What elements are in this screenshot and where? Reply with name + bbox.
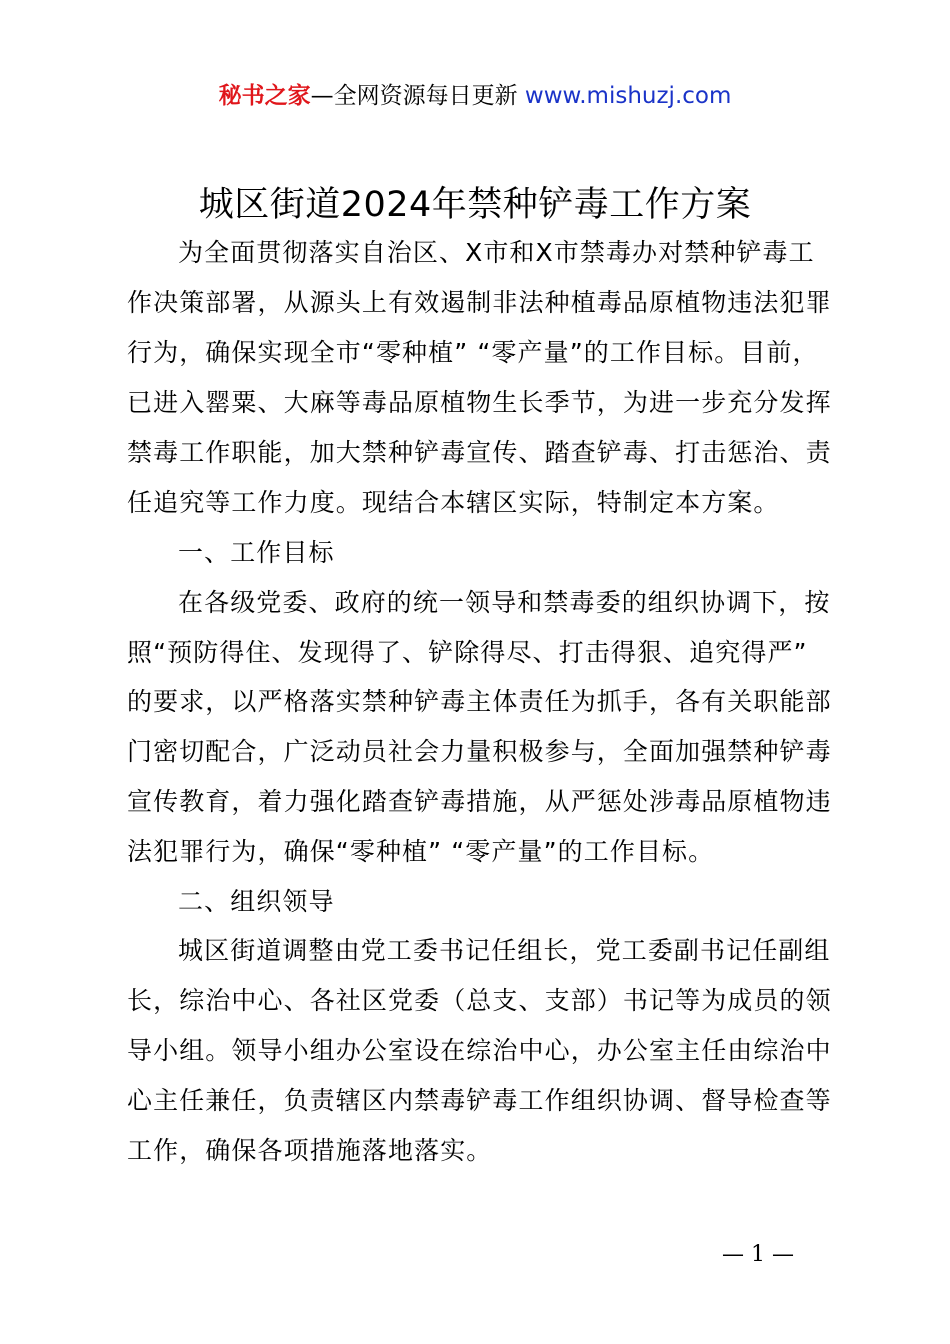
paragraph-2-line-5: 宣传教育，着力强化踏查铲毒措施，从严惩处涉毒品原植物违 xyxy=(127,787,832,816)
document-title: 城区街道2024年禁种铲毒工作方案 xyxy=(198,185,752,225)
paragraph-1-line-5: 禁毒工作职能，加大禁种铲毒宣传、踏查铲毒、打击惩治、责 xyxy=(127,438,832,467)
paragraph-2-line-2: 照“预防得住、发现得了、铲除得尽、打击得狠、追究得严” xyxy=(127,638,808,667)
paragraph-3-line-3: 导小组。领导小组办公室设在综治中心，办公室主任由综治中 xyxy=(127,1036,832,1065)
brand-name: 秘书之家 xyxy=(218,83,311,109)
paragraph-1-line-3: 行为，确保实现全市“零种植” “零产量”的工作目标。目前， xyxy=(127,338,819,367)
paragraph-1-line-1: 为全面贯彻落实自治区、X市和X市禁毒办对禁种铲毒工 xyxy=(178,238,815,267)
paragraph-1-line-4: 已进入罂粟、大麻等毒品原植物生长季节，为进一步充分发挥 xyxy=(127,388,832,417)
paragraph-3-line-5: 工作，确保各项措施落地落实。 xyxy=(127,1136,493,1165)
paragraph-3-line-2: 长，综治中心、各社区党委（总支、支部）书记等为成员的领 xyxy=(127,986,832,1015)
paragraph-2-line-6: 法犯罪行为，确保“零种植” “零产量”的工作目标。 xyxy=(127,837,715,866)
section-heading-1: 一、工作目标 xyxy=(178,538,335,567)
page-number: — 1 — xyxy=(722,1242,794,1267)
paragraph-1-line-6: 任追究等工作力度。现结合本辖区实际，特制定本方案。 xyxy=(127,488,780,517)
site-banner xyxy=(0,80,950,112)
site-url-link[interactable]: www.mishuzj.com xyxy=(524,83,732,109)
paragraph-2-line-1: 在各级党委、政府的统一领导和禁毒委的组织协调下，按 xyxy=(178,588,831,617)
banner-tagline: —全网资源每日更新 xyxy=(310,83,525,109)
paragraph-2-line-4: 门密切配合，广泛动员社会力量积极参与，全面加强禁种铲毒 xyxy=(127,737,832,766)
paragraph-1-line-2: 作决策部署，从源头上有效遏制非法种植毒品原植物违法犯罪 xyxy=(127,288,832,317)
section-heading-2: 二、组织领导 xyxy=(178,887,335,916)
paragraph-3-line-4: 心主任兼任，负责辖区内禁毒铲毒工作组织协调、督导检查等 xyxy=(127,1086,832,1115)
paragraph-3-line-1: 城区街道调整由党工委书记任组长，党工委副书记任副组 xyxy=(178,936,831,965)
paragraph-2-line-3: 的要求，以严格落实禁种铲毒主体责任为抓手，各有关职能部 xyxy=(127,687,832,716)
